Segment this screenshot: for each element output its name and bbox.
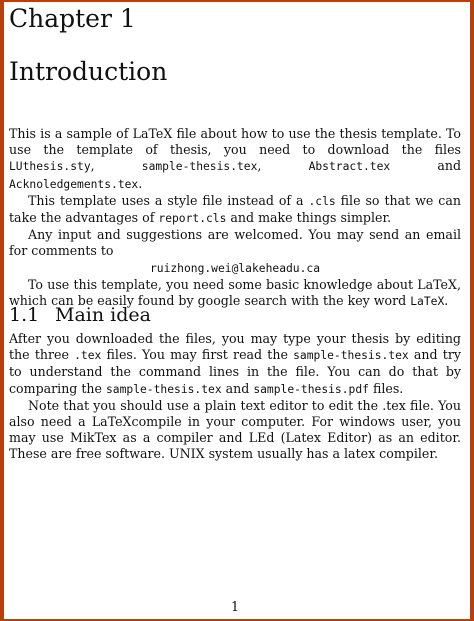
intro-paragraph-3: Any input and suggestions are welcomed. You may send an email for comments to bbox=[9, 227, 461, 259]
text-run: file so that we can take the advantages of bbox=[9, 192, 461, 226]
email-address: ruizhong.wei@lakeheadu.ca bbox=[149, 261, 321, 275]
text-run: , which can be easily found by google search with the key word bbox=[9, 276, 461, 309]
text-run: This is a sample of bbox=[9, 126, 133, 141]
section-paragraph-1 bbox=[9, 331, 461, 398]
section-title: Main idea bbox=[55, 304, 151, 326]
section-text bbox=[9, 331, 461, 463]
section-paragraph-2 bbox=[9, 398, 461, 463]
chapter-title: Introduction bbox=[9, 57, 168, 86]
filename-sample-thesis-tex: sample-thesis.tex bbox=[293, 349, 409, 363]
filename-acknoledgements-tex: Acknoledgements.tex bbox=[9, 177, 139, 191]
latex-logo: LaTeX bbox=[91, 414, 132, 430]
page-border-right bbox=[470, 0, 474, 621]
page-number: 1 bbox=[230, 599, 239, 614]
text-run: , bbox=[257, 158, 309, 174]
section-heading bbox=[9, 302, 151, 328]
keyword-latex: LaTeX bbox=[410, 295, 445, 309]
filename-abstract-tex: Abstract.tex bbox=[308, 160, 391, 174]
text-run: and bbox=[221, 380, 254, 396]
text-run: . bbox=[138, 175, 143, 191]
extension-cls: .cls bbox=[308, 194, 336, 208]
text-run: files. You may first read the bbox=[101, 347, 294, 363]
text-run: compile in your computer. For windows user, you may use MikTex as a compiler and LEd (Latex Editor) as an editor. These are free software. UNIX system usually has a latex compiler. bbox=[9, 414, 461, 462]
text-run: . bbox=[444, 293, 449, 309]
intro-text bbox=[9, 126, 461, 310]
extension-tex: .tex bbox=[74, 349, 102, 363]
text-run: After you downloaded the files, you may type your thesis by editing the three bbox=[9, 331, 461, 363]
filename-report-cls: report.cls bbox=[158, 212, 227, 226]
latex-logo: LaTeX bbox=[132, 126, 173, 141]
text-run: , bbox=[90, 158, 142, 174]
intro-paragraph-2 bbox=[9, 193, 461, 227]
text-run: Note that you should use a plain text editor to edit the .tex file. You also need a bbox=[9, 397, 461, 430]
section-number: 1.1 bbox=[9, 304, 40, 326]
text-run: and make things simpler. bbox=[226, 210, 392, 226]
filename-sample-thesis-tex: sample-thesis.tex bbox=[106, 382, 222, 396]
filename-luthesis-sty: LUthesis.sty bbox=[9, 160, 91, 174]
text-run: This template uses a style file instead of a bbox=[28, 192, 309, 208]
text-run: file about how to use the thesis template. To use the template of thesis, you need to download the files bbox=[9, 126, 461, 158]
intro-paragraph-1 bbox=[9, 126, 461, 193]
filename-sample-thesis-tex: sample-thesis.tex bbox=[141, 160, 258, 174]
text-run: To use this template, you need some basic knowledge about bbox=[28, 276, 418, 292]
page-border-left bbox=[0, 0, 4, 621]
contact-email bbox=[9, 260, 461, 277]
latex-logo: LaTeX bbox=[417, 276, 457, 292]
text-run: and try to understand the command lines in the file. You can do that by comparing the bbox=[9, 347, 461, 396]
text-run: and bbox=[390, 158, 462, 174]
chapter-label: Chapter 1 bbox=[9, 4, 136, 33]
text-run: files. bbox=[368, 380, 404, 396]
filename-sample-thesis-pdf: sample-thesis.pdf bbox=[253, 382, 369, 396]
